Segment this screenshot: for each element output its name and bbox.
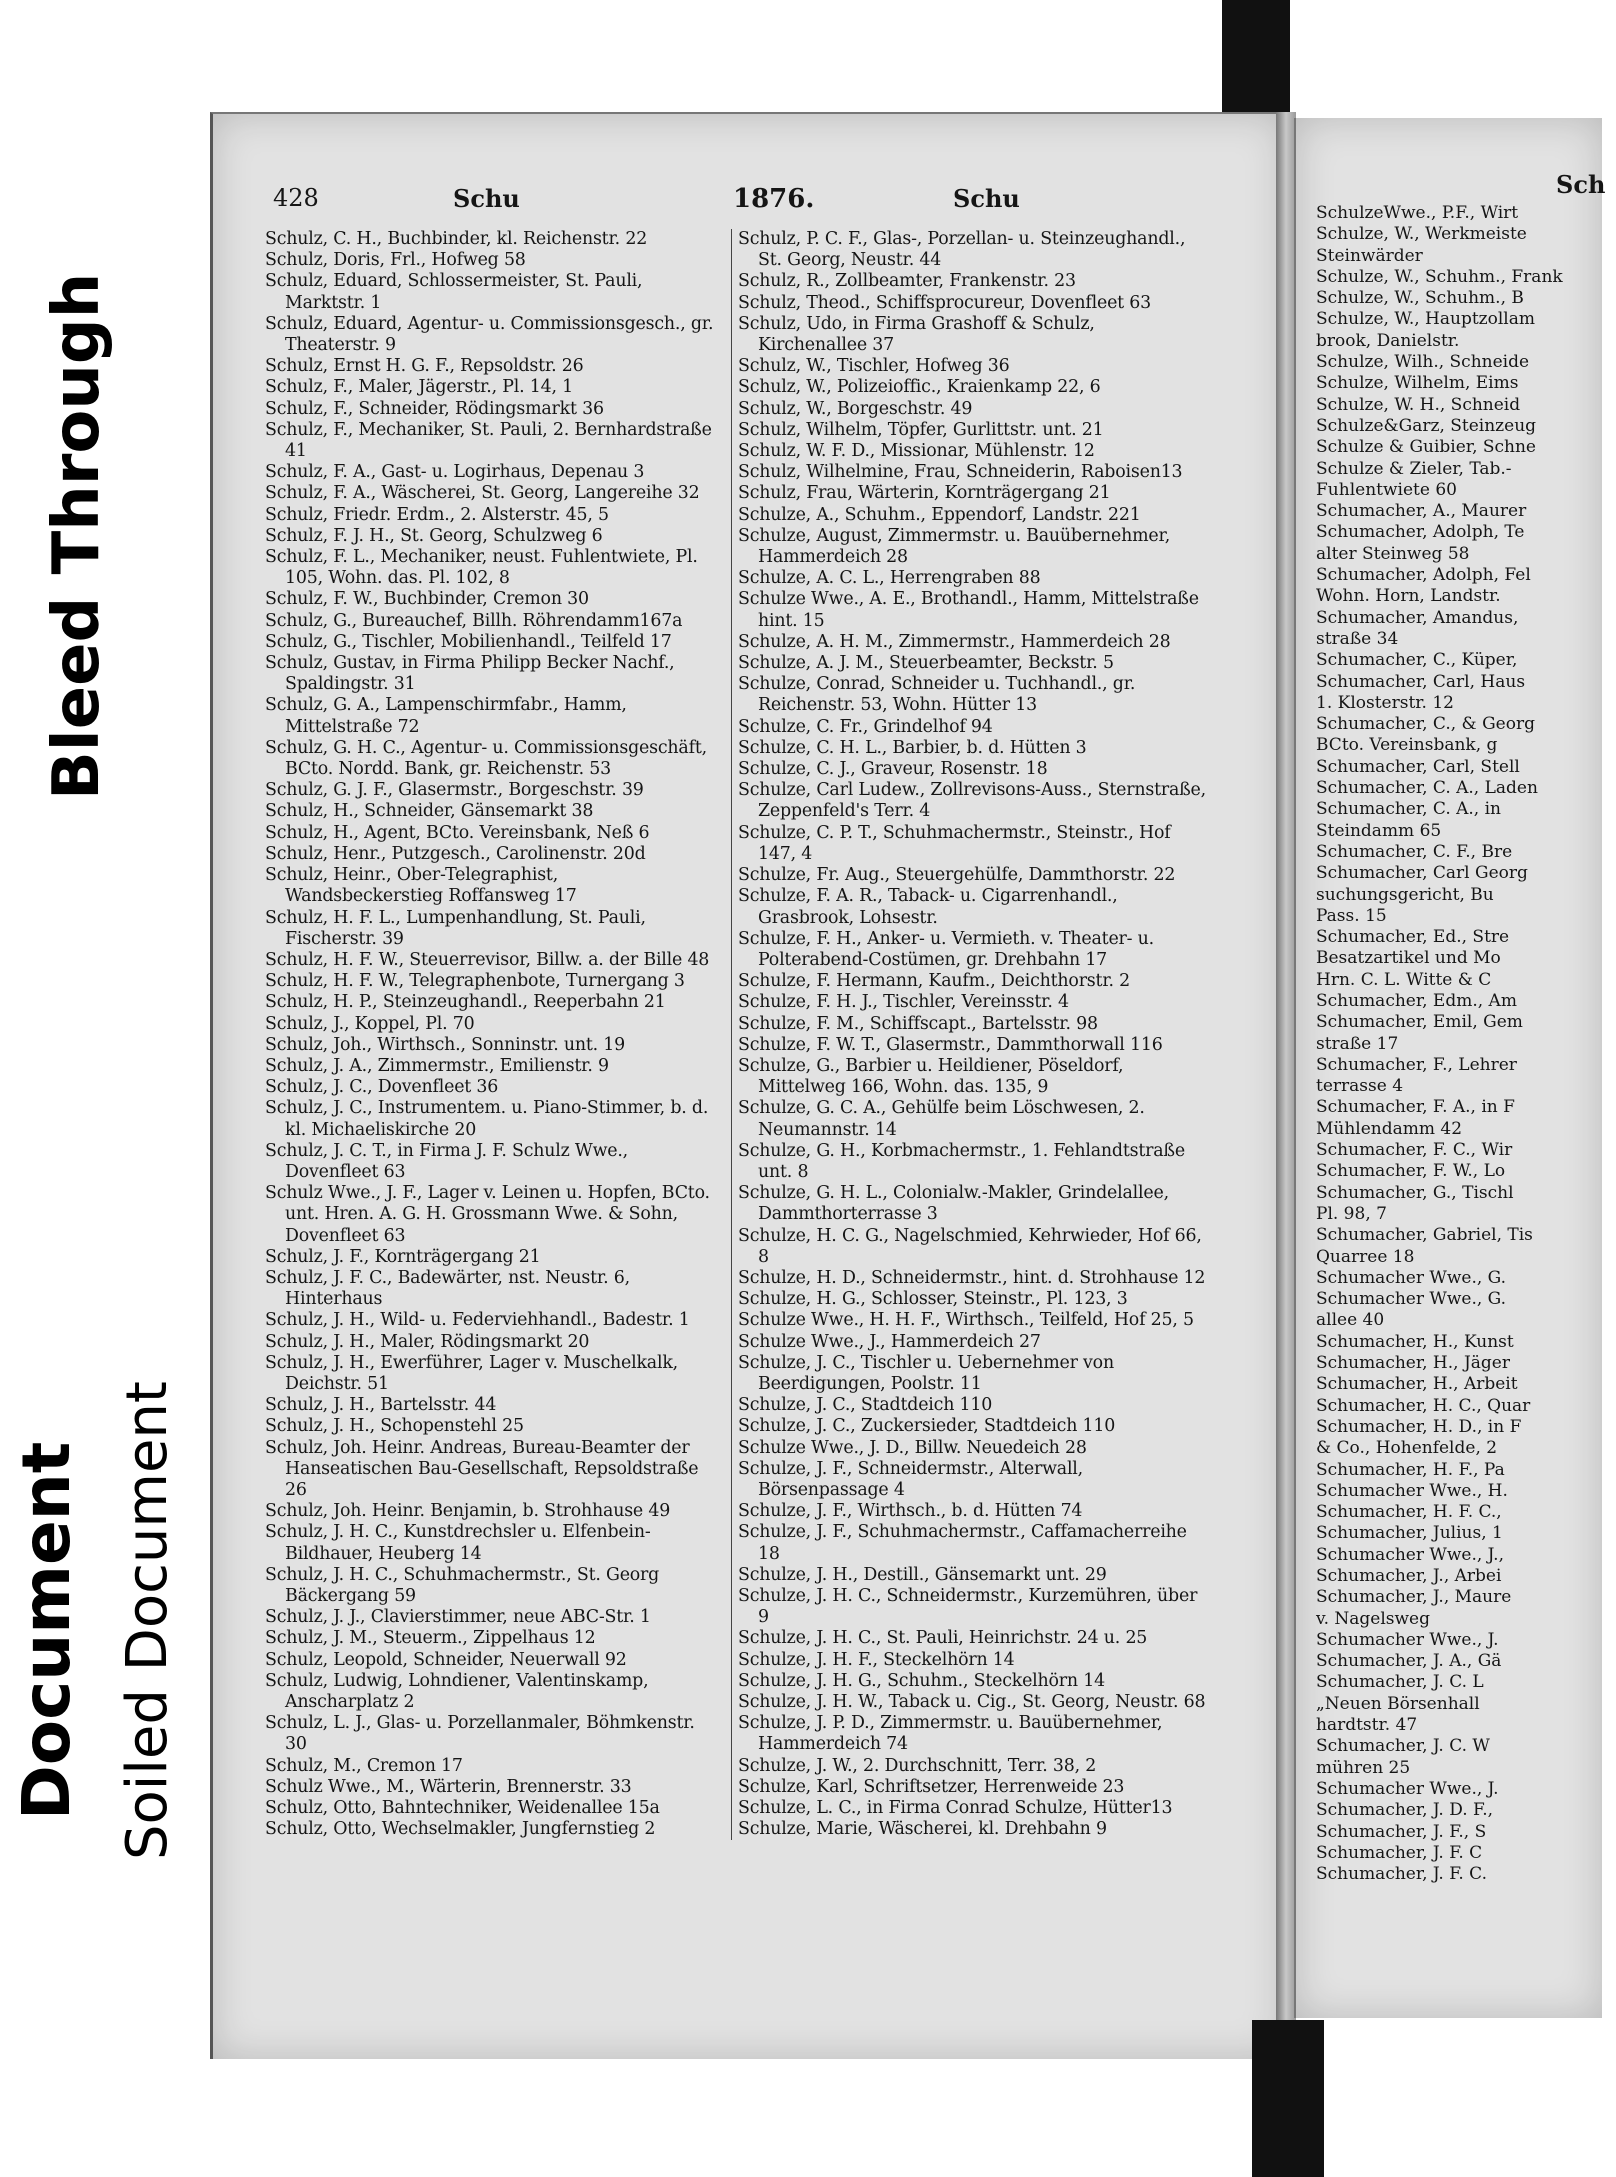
directory-entry: Schulze&Garz, Steinzeug [1316, 415, 1537, 436]
directory-entry: Schulze & Guibier, Schne [1316, 437, 1536, 458]
directory-entry: Schumacher, H. D., in F [1316, 1416, 1522, 1437]
document-label: Document [8, 1441, 85, 1820]
directory-entry: Schulze, A. C. L., Herrengraben 88 [738, 568, 1041, 589]
directory-entry: Schulz, Gustav, in Firma Philipp Becker Nachf., Spaldingstr. 31 [265, 653, 675, 695]
directory-entry: Schulz, G., Bureauchef, Billh. Röhrendamm167a [265, 610, 683, 631]
directory-entry: Schumacher, Amandus, [1316, 607, 1519, 628]
directory-entry: Schulze, J. H. C., St. Pauli, Heinrichstr. 24 u. 25 [738, 1628, 1148, 1649]
directory-entry: Schulz, Wilhelm, Töpfer, Gurlittstr. unt. 21 [738, 419, 1104, 440]
soiled-document-label: Soiled Document [115, 1381, 180, 1860]
directory-entry: Schulze Wwe., J., Hammerdeich 27 [738, 1331, 1041, 1352]
directory-entry: Schulz, J. H., Wild- u. Federviehhandl., Badestr. 1 [265, 1310, 690, 1331]
directory-entry: Schulze, A. J. M., Steuerbeamter, Beckstr. 5 [738, 653, 1114, 674]
right-keyword: Schu [953, 184, 1020, 213]
directory-entry: Schulz, F., Mechaniker, St. Pauli, 2. Bernhardstraße 41 [265, 419, 712, 462]
directory-entry: Schulze, G., Barbier u. Heildiener, Pöseldorf, Mittelweg 166, Wohn. das. 135, 9 [738, 1055, 1124, 1098]
directory-entry: Schulz Wwe., M., Wärterin, Brennerstr. 33 [265, 1776, 632, 1797]
directory-entry: Schulz, J. C., Instrumentem. u. Piano-Stimmer, b. d. kl. Michaeliskirche 20 [265, 1098, 709, 1140]
directory-entry: Schumacher Wwe., H. [1316, 1480, 1508, 1501]
directory-entry: Schulz, R., Zollbeamter, Frankenstr. 23 [738, 271, 1076, 292]
directory-entry: Schulze, H. C. G., Nagelschmied, Kehrwieder, Hof 66, 8 [738, 1225, 1202, 1267]
right-column [731, 229, 1208, 1840]
directory-entry: Schumacher, F. W., Lo [1316, 1161, 1506, 1182]
directory-entry: 1. Klosterstr. 12 [1316, 692, 1454, 713]
directory-entry: Schulze, F. A. R., Taback- u. Cigarrenhandl., Grasbrook, Lohsestr. [738, 886, 1118, 928]
directory-entry: Schumacher, Carl, Haus [1316, 671, 1526, 692]
directory-entry: straße 34 [1316, 628, 1399, 649]
directory-entry: Schulze, A. H. M., Zimmermstr., Hammerdeich 28 [738, 631, 1171, 652]
directory-entry: Schulz, F. J. H., St. Georg, Schulzweg 6 [265, 525, 603, 546]
binding-strip-top [1222, 0, 1290, 112]
directory-entry: Schumacher, C., Küper, [1316, 650, 1518, 671]
directory-entry: Schumacher, Carl, Stell [1316, 756, 1520, 777]
directory-entry: Schulz, J. M., Steuerm., Zippelhaus 12 [265, 1628, 596, 1649]
directory-entry: Schumacher Wwe., J., [1316, 1544, 1504, 1565]
directory-entry: Schulz, J. C. T., in Firma J. F. Schulz Wwe., Dovenfleet 63 [265, 1140, 629, 1182]
directory-entry: Schumacher, C. A., Laden [1316, 778, 1538, 799]
directory-entry: Schumacher, C., & Georg [1316, 714, 1535, 735]
directory-entry: Schulz, W., Borgeschstr. 49 [738, 398, 973, 419]
directory-entry: Schulz, J. H. C., Schuhmachermstr., St. Georg Bäckergang 59 [265, 1564, 660, 1606]
directory-entry: Schulz, J. A., Zimmermstr., Emilienstr. 9 [265, 1055, 609, 1076]
directory-entry: Schulze, W., Werkmeiste [1316, 224, 1527, 245]
directory-entry: Schulz, Friedr. Erdm., 2. Alsterstr. 45, 5 [265, 504, 609, 525]
directory-entry: Schulz, Joh. Heinr. Benjamin, b. Strohhause 49 [265, 1501, 671, 1522]
directory-entry: Schulz, C. H., Buchbinder, kl. Reichenstr. 22 [265, 229, 648, 249]
directory-entry: Schulze, G. C. A., Gehülfe beim Löschwesen, 2. Neumannstr. 14 [738, 1098, 1145, 1140]
directory-entry: Schulze, L. C., in Firma Conrad Schulze, Hütter13 [738, 1798, 1173, 1819]
directory-entry: Schumacher Wwe., G. [1316, 1267, 1507, 1288]
directory-entry: alter Steinweg 58 [1316, 543, 1470, 564]
left-column [265, 229, 720, 1840]
directory-entry: v. Nagelsweg [1316, 1608, 1431, 1629]
directory-entry: Schumacher Wwe., J. [1316, 1629, 1499, 1650]
directory-entry: Schulz, P. C. F., Glas-, Porzellan- u. Steinzeughandl., St. Georg, Neustr. 44 [738, 229, 1186, 271]
directory-entry: Schulz, Ernst H. G. F., Repsoldstr. 26 [265, 356, 584, 377]
directory-entry: „Neuen Börsenhall [1316, 1693, 1480, 1714]
directory-entry: Schulz, F. W., Buchbinder, Cremon 30 [265, 589, 589, 610]
directory-entry: Schulze, W. H., Schneid [1316, 394, 1521, 415]
directory-entry: Schulze, Wilhelm, Eims [1316, 373, 1519, 394]
next-page [1294, 118, 1606, 2018]
directory-entry: Schumacher, Edm., Am [1316, 990, 1517, 1011]
directory-entry: Schumacher, F., Lehrer [1316, 1054, 1517, 1075]
directory-entry: Schulz, G. J. F., Glasermstr., Borgeschstr. 39 [265, 780, 644, 801]
directory-entry: Schulze, Marie, Wäscherei, kl. Drehbahn 9 [738, 1819, 1107, 1840]
directory-entry: Schumacher, Adolph, Fel [1316, 565, 1531, 586]
directory-entry: Schulze, Fr. Aug., Steuergehülfe, Dammthorstr. 22 [738, 865, 1176, 886]
page-number: 428 [273, 184, 319, 212]
directory-entry: SchulzeWwe., P.F., Wirt [1316, 203, 1519, 223]
directory-entry: Schumacher, Gabriel, Tis [1316, 1225, 1533, 1246]
directory-entry: Schulze, J. C., Stadtdeich 110 [738, 1395, 993, 1416]
directory-entry: Schulze, W., Hauptzollam [1316, 309, 1535, 330]
directory-entry: Schulze, F. W. T., Glasermstr., Dammthorwall 116 [738, 1034, 1163, 1055]
directory-entry: Schulz, H., Schneider, Gänsemarkt 38 [265, 801, 594, 822]
directory-entry: Schulze, F. Hermann, Kaufm., Deichthorstr. 2 [738, 971, 1131, 992]
directory-entry: Schumacher Wwe., G. [1316, 1289, 1507, 1310]
directory-entry: Schulze, J. W., 2. Durchschnitt, Terr. 38, 2 [738, 1755, 1097, 1776]
directory-entry: Schumacher, Julius, 1 [1316, 1523, 1503, 1544]
directory-entry: Pass. 15 [1316, 905, 1387, 926]
directory-entry: brook, Danielstr. [1316, 330, 1460, 351]
directory-entry: Schumacher Wwe., J. [1316, 1778, 1499, 1799]
directory-entry: Schulze, F. H., Anker- u. Vermieth. v. Theater- u. Polterabend-Costümen, gr. Drehbahn 17 [738, 928, 1155, 970]
directory-entry: Schulz, H. F. W., Telegraphenbote, Turnergang 3 [265, 971, 685, 992]
directory-entry: Schulze, J. H., Destill., Gänsemarkt unt. 29 [738, 1564, 1107, 1585]
directory-entry: Schulz, G., Tischler, Mobilienhandl., Teilfeld 17 [265, 631, 672, 652]
directory-entry: Schulze, G. H. L., Colonialw.-Makler, Grindelallee, Dammthorterrasse 3 [738, 1183, 1169, 1225]
directory-entry: Schulz, J. H., Bartelsstr. 44 [265, 1395, 497, 1416]
binding-strip-bottom [1252, 2020, 1324, 2177]
directory-entry: Schulze, C. H. L., Barbier, b. d. Hütten 3 [738, 737, 1087, 758]
directory-entry: Schulz, H. F. L., Lumpenhandlung, St. Pauli, Fischerstr. 39 [265, 907, 646, 949]
directory-entry: Schumacher, H., Kunst [1316, 1331, 1514, 1352]
directory-page [210, 112, 1283, 2059]
directory-entry: Schulze, C. Fr., Grindelhof 94 [738, 716, 993, 737]
directory-entry: Schumacher, J. C. L [1316, 1672, 1484, 1693]
directory-entry: Schulze, G. H., Korbmachermstr., 1. Fehlandtstraße unt. 8 [738, 1140, 1185, 1182]
directory-entry: Schulz, Ludwig, Lohndiener, Valentinskamp, Anscharplatz 2 [265, 1670, 649, 1713]
directory-entry: Schulze Wwe., J. D., Billw. Neuedeich 28 [738, 1437, 1087, 1458]
next-page-keyword: Sch [1556, 170, 1606, 199]
directory-entry: Schulz, W., Tischler, Hofweg 36 [738, 356, 1010, 377]
directory-entry: Schulze, Karl, Schriftsetzer, Herrenweide 23 [738, 1776, 1125, 1797]
directory-entry: Besatzartikel und Mo [1316, 948, 1501, 969]
directory-entry: Schulz, J. H. C., Kunstdrechsler u. Elfenbein-Bildhauer, Heuberg 14 [265, 1522, 651, 1564]
directory-entry: Schulz, F. A., Gast- u. Logirhaus, Depenau 3 [265, 462, 645, 483]
directory-entry: Schumacher, Carl Georg [1316, 863, 1528, 884]
directory-entry: Schumacher, F. C., Wir [1316, 1140, 1513, 1161]
page-gutter [1276, 112, 1296, 2022]
directory-entry: Schulze, J. C., Zuckersieder, Stadtdeich 110 [738, 1416, 1116, 1437]
page-header [263, 184, 1263, 224]
directory-entry: terrasse 4 [1316, 1076, 1404, 1097]
directory-entry: Schulz, Otto, Wechselmakler, Jungfernstieg 2 [265, 1819, 656, 1840]
directory-entry: Schumacher, H. F. C., [1316, 1502, 1502, 1523]
directory-entry: Schulz, G. H. C., Agentur- u. Commissionsgeschäft, BCto. Nordd. Bank, gr. Reichenstr. 53 [265, 737, 707, 780]
directory-entry: Schulz, Otto, Bahntechniker, Weidenallee 15a [265, 1798, 660, 1819]
directory-entry: Schulz, F., Maler, Jägerstr., Pl. 14, 1 [265, 377, 574, 398]
directory-entry: Schulz, H. F. W., Steuerrevisor, Billw. a. der Bille 48 [265, 949, 710, 970]
directory-entry: Schulze, J. H. W., Taback u. Cig., St. Georg, Neustr. 68 [738, 1692, 1206, 1713]
directory-entry: Schulz, Leopold, Schneider, Neuerwall 92 [265, 1649, 627, 1670]
directory-entry: Schumacher, H. F., Pa [1316, 1459, 1505, 1480]
directory-entry: Schulz, H., Agent, BCto. Vereinsbank, Neß 6 [265, 822, 650, 843]
directory-entry: Schulz, H. P., Steinzeughandl., Reeperbahn 21 [265, 992, 666, 1013]
directory-entry: Schumacher, J. F. C [1316, 1842, 1483, 1863]
directory-entry: Schulz, F., Schneider, Rödingsmarkt 36 [265, 398, 604, 419]
directory-entry: Schumacher, Emil, Gem [1316, 1012, 1523, 1033]
directory-entry: Schulze, W., Schuhm., B [1316, 288, 1524, 309]
directory-entry: Schulze, J. H. F., Steckelhörn 14 [738, 1649, 1015, 1670]
directory-entry: Schulz, F. L., Mechaniker, neust. Fuhlentwiete, Pl. 105, Wohn. das. Pl. 102, 8 [265, 547, 698, 589]
bleed-through-label: Bleed Through [40, 272, 114, 800]
directory-entry: Schulze Wwe., A. E., Brothandl., Hamm, Mittelstraße hint. 15 [738, 589, 1199, 631]
directory-entry: Schulze, H. D., Schneidermstr., hint. d. Strohhause 12 [738, 1267, 1206, 1288]
directory-entry: Schulze, C. P. T., Schuhmachermstr., Steinstr., Hof 147, 4 [738, 822, 1171, 864]
directory-entry: allee 40 [1316, 1310, 1385, 1331]
directory-entry: Schulze, J. C., Tischler u. Uebernehmer von Beerdigungen, Poolstr. 11 [738, 1352, 1114, 1394]
directory-entry: Schulz, Joh. Heinr. Andreas, Bureau-Beamter der Hanseatischen Bau-Gesellschaft, Repsoldstraße 26 [265, 1437, 699, 1500]
directory-entry: Schulz, Eduard, Agentur- u. Commissionsgesch., gr. Theaterstr. 9 [265, 313, 714, 356]
directory-entry: Schulz, J. H., Schopenstehl 25 [265, 1416, 524, 1437]
directory-entry: Schulz, Wilhelmine, Frau, Schneiderin, Raboisen13 [738, 462, 1183, 483]
directory-entry: Schulze, F. H. J., Tischler, Vereinsstr. 4 [738, 992, 1069, 1013]
directory-entry: Schumacher, Adolph, Te [1316, 522, 1525, 543]
directory-entry: Schulz, Henr., Putzgesch., Carolinenstr. 20d [265, 843, 646, 864]
directory-entry: Schumacher, H., Jäger [1316, 1353, 1510, 1374]
directory-entry: Schumacher, C. A., in [1316, 799, 1501, 820]
directory-entry: Schulze, Wilh., Schneide [1316, 352, 1530, 373]
directory-entry: Schulz, F. A., Wäscherei, St. Georg, Langereihe 32 [265, 483, 700, 504]
directory-entry: Schulze, C. J., Graveur, Rosenstr. 18 [738, 759, 1048, 780]
left-keyword: Schu [453, 184, 520, 213]
directory-entry: Schulz, J. J., Clavierstimmer, neue ABC-Str. 1 [265, 1607, 651, 1628]
directory-entry: Schulze & Zieler, Tab.- [1316, 458, 1512, 479]
directory-entry: straße 17 [1316, 1033, 1399, 1054]
directory-entry: Schulz, W. F. D., Missionar, Mühlenstr. 12 [738, 441, 1095, 462]
directory-entry: Schulze Wwe., H. H. F., Wirthsch., Teilfeld, Hof 25, 5 [738, 1310, 1194, 1331]
next-page-column [1316, 203, 1616, 1885]
directory-entry: Schulze, J. F., Schneidermstr., Alterwall, Börsenpassage 4 [738, 1458, 1083, 1500]
directory-entry: Schulz, Theod., Schiffsprocureur, Dovenfleet 63 [738, 292, 1152, 313]
directory-entry: BCto. Vereinsbank, g [1316, 735, 1498, 756]
directory-entry: Schulze, J. P. D., Zimmermstr. u. Bauübernehmer, Hammerdeich 74 [738, 1713, 1163, 1755]
directory-entry: Schulze, J. H. G., Schuhm., Steckelhörn 14 [738, 1670, 1105, 1691]
page-year: 1876. [733, 184, 815, 214]
directory-entry: Schumacher, H. C., Quar [1316, 1395, 1531, 1416]
directory-entry: Hrn. C. L. Witte & C [1316, 969, 1492, 990]
directory-entry: Schulze, J. F., Wirthsch., b. d. Hütten 74 [738, 1501, 1083, 1522]
directory-entry: Schulze, Conrad, Schneider u. Tuchhandl., gr. Reichenstr. 53, Wohn. Hütter 13 [738, 674, 1136, 716]
directory-entry: Schulz, J. H., Maler, Rödingsmarkt 20 [265, 1331, 590, 1352]
directory-entry: Schumacher, F. A., in F [1316, 1097, 1515, 1118]
directory-entry: Fuhlentwiete 60 [1316, 479, 1457, 500]
directory-entry: Schulz, L. J., Glas- u. Porzellanmaler, Böhmkenstr. 30 [265, 1713, 695, 1755]
directory-entry: Steindamm 65 [1316, 820, 1442, 841]
directory-entry: Schulz, J. H., Ewerführer, Lager v. Muschelkalk, Deichstr. 51 [265, 1352, 679, 1394]
directory-entry: Schumacher, J., Arbei [1316, 1566, 1502, 1586]
directory-entry: Schumacher, A., Maurer [1316, 501, 1527, 522]
directory-entry: Schulz, J. F., Kornträgergang 21 [265, 1246, 541, 1267]
directory-entry: Schulze, J. H. C., Schneidermstr., Kurzemühren, über 9 [738, 1586, 1198, 1628]
directory-entry: Schulz, G. A., Lampenschirmfabr., Hamm, Mittelstraße 72 [265, 695, 627, 737]
directory-entry: mühren 25 [1316, 1757, 1411, 1778]
directory-entry: & Co., Hohenfelde, 2 [1316, 1438, 1498, 1459]
directory-entry: Schumacher, J. C. W [1316, 1736, 1490, 1757]
directory-entry: Pl. 98, 7 [1316, 1203, 1387, 1224]
directory-entry: Schulze, J. F., Schuhmachermstr., Caffamacherreihe 18 [738, 1522, 1187, 1564]
directory-entry: Mühlendamm 42 [1316, 1118, 1463, 1139]
directory-entry: Schulz, J. F. C., Badewärter, nst. Neustr. 6, Hinterhaus [265, 1267, 630, 1310]
directory-entry: Schumacher, J. F. C. [1316, 1864, 1487, 1885]
directory-entry: Schumacher, J. A., Gä [1316, 1651, 1502, 1672]
directory-entry: hardtstr. 47 [1316, 1715, 1418, 1736]
directory-entry: Schulze, W., Schuhm., Frank [1316, 266, 1563, 287]
directory-entry: Schumacher, J. D. F., [1316, 1800, 1494, 1821]
directory-entry: Schulz, Udo, in Firma Grashoff & Schulz, Kirchenallee 37 [738, 313, 1095, 356]
directory-entry: Schulze, A., Schuhm., Eppendorf, Landstr. 221 [738, 504, 1141, 525]
directory-entry: Schulz, W., Polizeioffic., Kraienkamp 22, 6 [738, 377, 1101, 398]
directory-entry: Schulz, Joh., Wirthsch., Sonninstr. unt. 19 [265, 1034, 626, 1055]
directory-entry: Wohn. Horn, Landstr. [1316, 586, 1501, 607]
directory-entry: Schulze, Carl Ludew., Zollrevisons-Auss., Sternstraße, Zeppenfeld's Terr. 4 [738, 780, 1206, 822]
directory-entry: Schumacher, J., Maure [1316, 1587, 1512, 1608]
directory-entry: Schumacher, J. F., S [1316, 1821, 1487, 1842]
directory-entry: Schulz Wwe., J. F., Lager v. Leinen u. Hopfen, BCto. unt. Hren. A. G. H. Grossmann Wwe. & Sohn, Dovenfleet 63 [265, 1183, 710, 1246]
directory-entry: Schumacher, Ed., Stre [1316, 927, 1510, 948]
directory-entry: Steinwärder [1316, 245, 1423, 266]
directory-entry: Schulze, H. G., Schlosser, Steinstr., Pl. 123, 3 [738, 1289, 1128, 1310]
directory-entry: Schumacher, H., Arbeit [1316, 1374, 1518, 1395]
directory-entry: Quarree 18 [1316, 1246, 1415, 1267]
directory-entry: suchungsgericht, Bu [1316, 884, 1494, 905]
directory-entry: Schulz, Doris, Frl., Hofweg 58 [265, 250, 526, 271]
directory-entry: Schumacher, C. F., Bre [1316, 841, 1513, 862]
directory-entry: Schumacher, G., Tischl [1316, 1182, 1514, 1203]
directory-entry: Schulz, M., Cremon 17 [265, 1755, 463, 1776]
directory-entry: Schulz, J. C., Dovenfleet 36 [265, 1077, 499, 1098]
directory-entry: Schulz, Frau, Wärterin, Kornträgergang 21 [738, 483, 1111, 504]
directory-entry: Schulz, J., Koppel, Pl. 70 [265, 1013, 475, 1034]
directory-entry: Schulz, Heinr., Ober-Telegraphist, Wandsbeckerstieg Roffansweg 17 [265, 865, 577, 907]
directory-entry: Schulze, August, Zimmermstr. u. Bauübernehmer, Hammerdeich 28 [738, 525, 1171, 568]
directory-entry: Schulz, Eduard, Schlossermeister, St. Pauli, Marktstr. 1 [265, 271, 643, 313]
directory-entry: Schulze, F. M., Schiffscapt., Bartelsstr. 98 [738, 1013, 1098, 1034]
